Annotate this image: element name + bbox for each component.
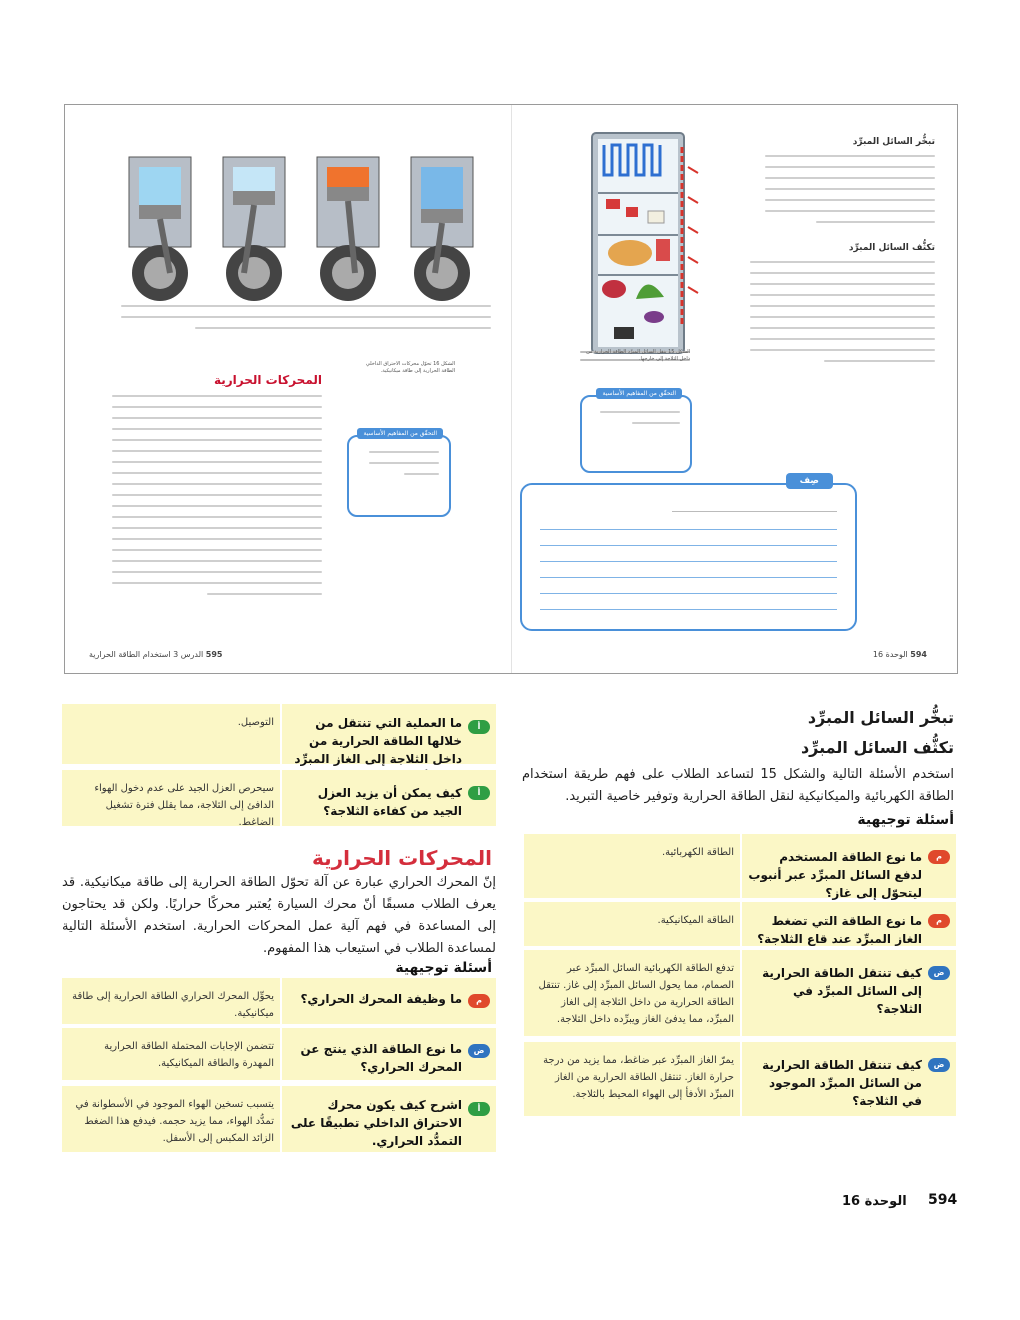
answer-text: تدفع الطاقة الكهربائية السائل المبرِّد عبر الصمام، مما يحول السائل المبرِّد إلى غاز. تنتقل الطاقة الحرارية من داخل الثلاجة إلى الغاز المبرِّد، مما يدفئ الغاز ويبرِّده داخل الثلاجة. [538, 963, 734, 1025]
level-badge: أ [468, 786, 490, 800]
answer-text: يتسبب تسخين الهواء الموجود في الأسطوانة في تمدُّد الهواء، مما يزيد حجمه. فيدفع هذا الضغط الزائد المكبس إلى الأسفل. [75, 1099, 274, 1144]
answer-text: يحوِّل المحرك الحراري الطاقة الحرارية إلى طاقة ميكانيكية. [72, 991, 274, 1019]
thumb-write-tab: صِف [786, 473, 833, 489]
thumb-check-box [580, 390, 692, 473]
answer-text: سيحرص العزل الجيد على عدم دخول الهواء الدافئ إلى الثلاجة، مما يقلل فترة تشغيل الضاغط. [94, 783, 274, 828]
question-card [62, 770, 496, 826]
question-text: أ ما العملية التي تنتقل من خلالها الطاقة الحرارية من داخل الثلاجة إلى الغاز المبرِّد [282, 704, 496, 764]
guiding-questions-title-right: أسئلة توجيهية [857, 812, 954, 828]
thumb-text-block [750, 261, 935, 371]
intro-fridge: استخدم الأسئلة التالية والشكل 15 لتساعد الطلاب على فهم طريقة استخدام الطاقة الكهربائية والميكانيكية لنقل الطاقة الحرارية وتوفير خاصية التبريد. [522, 767, 954, 804]
question-text: م ما نوع الطاقة التي تضغط الغاز المبرِّد عند قاع الثلاجة؟ [742, 902, 956, 946]
thumb-figure-caption: الشكل 16 تحوّل محركات الاحتراق الداخلي الطاقة الحرارية إلى طاقة ميكانيكية. [365, 361, 455, 374]
answer-text: الطاقة الكهربائية. [661, 847, 734, 858]
engine-strokes-figure [115, 143, 495, 313]
level-badge: أ [468, 1102, 490, 1116]
thumb-check-lines [600, 411, 680, 433]
question-text: ض ما نوع الطاقة الذي ينتج عن المحرك الحراري؟ [282, 1028, 496, 1080]
thumb-figure-caption: الشكل 15 ينقل السائل المبرِّد الطاقة الحرارية من داخل الثلاجة إلى خارجها. [586, 349, 690, 362]
question-card [62, 1086, 496, 1152]
question-text: ض كيف تنتقل الطاقة الحرارية من السائل المبرِّد الموجود في الثلاجة؟ [742, 1042, 956, 1116]
level-badge: ض [928, 1058, 950, 1072]
page-footer [0, 1192, 1020, 1216]
level-badge: ض [928, 966, 950, 980]
question-text: أ اشرح كيف يكون محرك الاحتراق الداخلي تطبيقًا على التمدُّد الحراري. [282, 1086, 496, 1152]
guiding-questions-title-left: أسئلة توجيهية [395, 960, 492, 976]
level-badge: م [928, 914, 950, 928]
page-number: 594 [928, 1192, 958, 1208]
answer-text: التوصيل. [237, 717, 274, 728]
thumb-check-tag: التحقّق من المفاهيم الأساسية [357, 428, 443, 439]
thumb-text-block [765, 155, 935, 232]
student-page-thumbnail [64, 104, 958, 674]
thumb-text-block [112, 395, 322, 604]
question-card [62, 978, 496, 1024]
question-text: ض كيف تنتقل الطاقة الحرارية إلى السائل المبرِّد في الثلاجة؟ [742, 950, 956, 1036]
answer-text: يمرّ الغاز المبرِّد عبر ضاغط، مما يزيد من درجة حرارة الغاز. تنتقل الطاقة الحرارية من الغاز المبرِّد الأدفأ إلى الهواء المحيط بالثلاجة. [543, 1055, 734, 1100]
level-badge: أ [468, 720, 490, 734]
page-595-thumbnail [65, 105, 512, 673]
thumb-footer-left: 595 الدرس 3 استخدام الطاقة الحرارية [89, 650, 223, 659]
thumb-check-tag: التحقّق من المفاهيم الأساسية [596, 388, 682, 399]
question-card [524, 950, 956, 1036]
question-card [524, 834, 956, 898]
thumb-write-box [520, 476, 857, 631]
thumb-check-box [347, 430, 451, 517]
question-text: م ما نوع الطاقة المستخدم لدفع السائل المبرِّد عبر أنبوب ليتحوّل إلى غاز؟ [742, 834, 956, 898]
title-evaporation: تبخُّر السائل المبرِّد [807, 708, 954, 727]
thumb-title-heat-engines: المحركات الحرارية [213, 373, 322, 387]
thumb-check-lines [369, 451, 439, 484]
page-594-thumbnail [510, 105, 957, 673]
question-card [62, 704, 496, 764]
level-badge: ض [468, 1044, 490, 1058]
title-condensation: تكثُّف السائل المبرِّد [800, 738, 954, 757]
thumb-engine-captions [121, 305, 491, 338]
question-text: م ما وظيفة المحرك الحراري؟ [282, 978, 496, 1024]
heat-engines-title: المحركات الحرارية [311, 846, 492, 870]
level-badge: م [928, 850, 950, 864]
question-card [62, 1028, 496, 1080]
answer-text: تتضمن الإجابات المحتملة الطاقة الحرارية المهدرة والطاقة الميكانيكية. [104, 1041, 274, 1069]
thumb-title-condensation: تكثُّف السائل المبرِّد [848, 243, 935, 253]
intro-engines: إنّ المحرك الحراري عبارة عن آلة تحوّل الطاقة الحرارية إلى طاقة ميكانيكية. قد يعرف الطلاب مسبقًا أنّ محرك السيارة يُعتبر محركًا حراريًا. ولكن قد يحتاجون إلى المساعدة في فهم آلية عمل المحركات الحرارية. استخدم الأسئلة التالية لمساعدة الطلاب في استيعاب هذا المفهوم. [62, 875, 496, 956]
thumb-title-evaporation: تبخُّر السائل المبرِّد [852, 137, 935, 147]
question-card [524, 902, 956, 946]
question-text: أ كيف يمكن أن يزيد العزل الجيد من كفاءة الثلاجة؟ [282, 770, 496, 826]
answer-text: الطاقة الميكانيكية. [657, 915, 734, 926]
refrigerator-figure [570, 127, 740, 363]
unit-label: الوحدة 16 [842, 1194, 907, 1209]
thumb-footer-right: 594 الوحدة 16 [872, 650, 927, 659]
question-card [524, 1042, 956, 1116]
level-badge: م [468, 994, 490, 1008]
